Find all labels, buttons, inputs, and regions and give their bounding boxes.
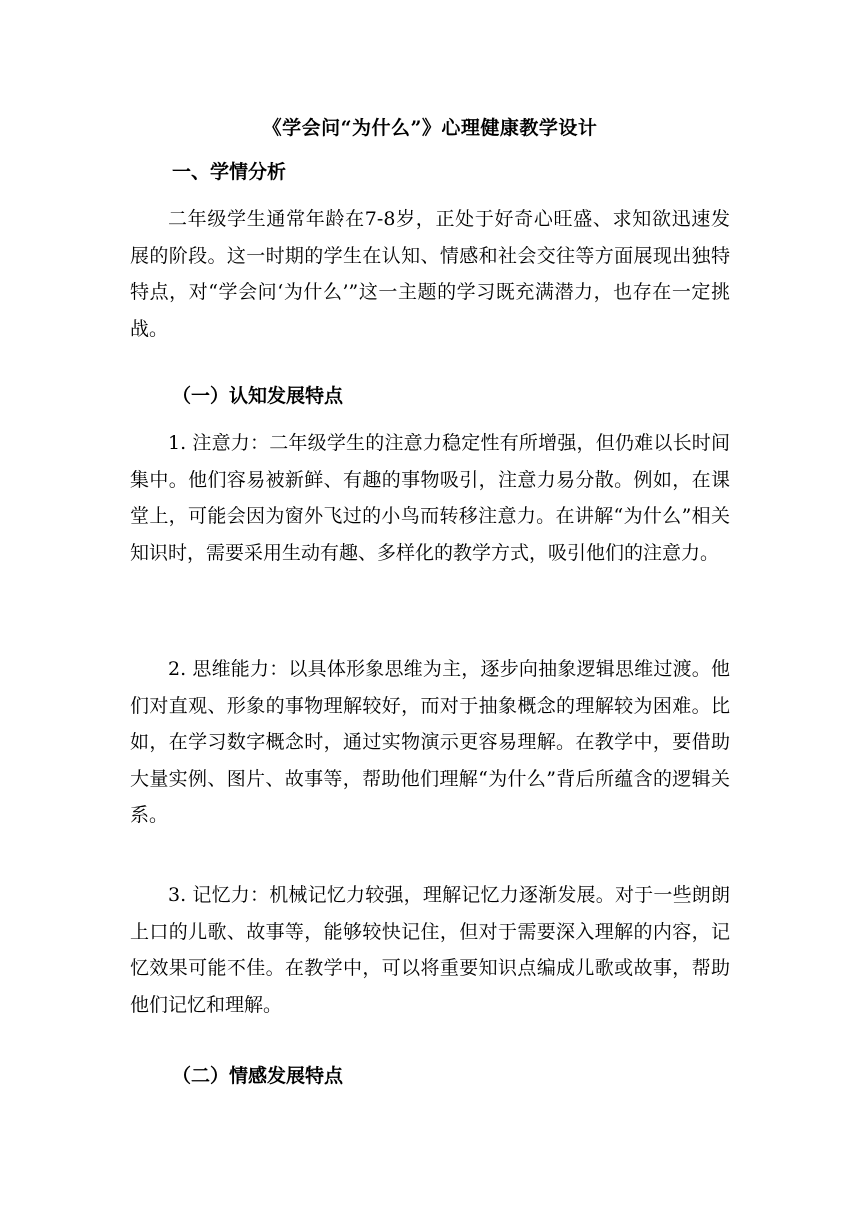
intro-paragraph: 二年级学生通常年龄在7-8岁，正处于好奇心旺盛、求知欲迅速发展的阶段。这一时期的学生在认知、情感和社会交往等方面展现出独特特点，对“学会问‘为什么’”这一主题的学习既充满潜力，也存在一定挑战。	[130, 208, 730, 340]
paragraph-thinking: 2. 思维能力：以具体形象思维为主，逐步向抽象逻辑思维过渡。他们对直观、形象的事物理解较好，而对于抽象概念的理解较为困难。比如，在学习数字概念时，通过实物演示更容易理解。在教学中，要借助大量实例、图片、故事等，帮助他们理解“为什么”背后所蕴含的逻辑关系。	[130, 658, 730, 826]
paragraph-attention: 1. 注意力：二年级学生的注意力稳定性有所增强，但仍难以长时间集中。他们容易被新鲜、有趣的事物吸引，注意力易分散。例如，在课堂上，可能会因为窗外飞过的小鸟而转移注意力。在讲解“为什么”相关知识时，需要采用生动有趣、多样化的教学方式，吸引他们的注意力。	[130, 432, 730, 564]
section-heading-learning-analysis: 一、学情分析	[172, 161, 287, 183]
subsection-heading-emotional: （二）情感发展特点	[172, 1065, 344, 1087]
document-title: 《学会问“为什么”》心理健康教学设计	[262, 117, 598, 139]
paragraph-memory: 3. 记忆力：机械记忆力较强，理解记忆力逐渐发展。对于一些朗朗上口的儿歌、故事等，能够较快记住，但对于需要深入理解的内容，记忆效果可能不佳。在教学中，可以将重要知识点编成儿歌或故事，帮助他们记忆和理解。	[130, 884, 730, 1016]
subsection-heading-cognitive: （一）认知发展特点	[172, 385, 344, 407]
